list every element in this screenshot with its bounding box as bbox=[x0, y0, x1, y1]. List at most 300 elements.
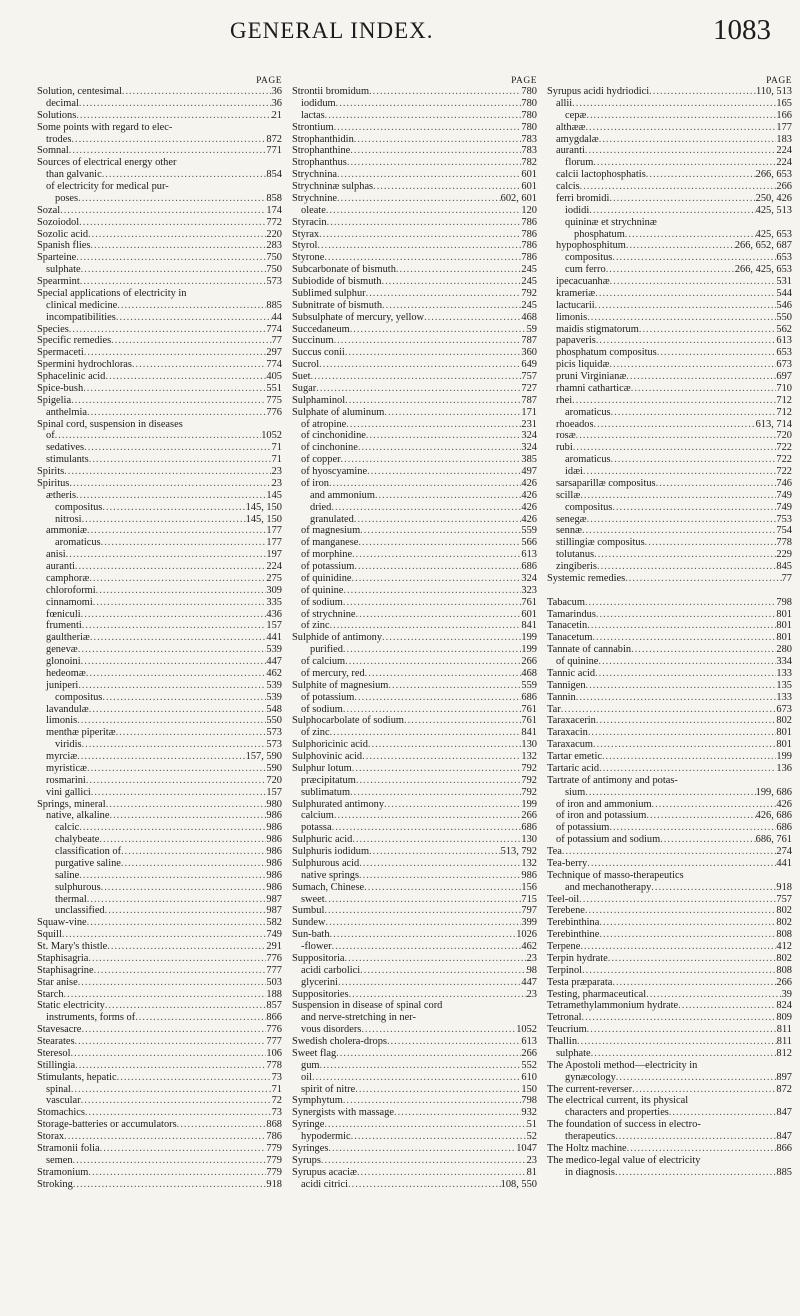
index-entry bbox=[37, 288, 282, 300]
dot-leader bbox=[572, 98, 776, 110]
entry-term: camphoræ bbox=[46, 572, 90, 584]
dot-leader bbox=[396, 264, 522, 276]
entry-page: 250, 426 bbox=[755, 192, 792, 204]
index-entry bbox=[292, 169, 537, 181]
entry-term: compositus bbox=[55, 691, 103, 703]
dot-leader bbox=[625, 573, 781, 585]
entry-page: 786 bbox=[266, 1131, 282, 1142]
entry-term: Sweet flag bbox=[292, 1047, 337, 1059]
dot-leader bbox=[109, 810, 266, 822]
dot-leader bbox=[404, 715, 521, 727]
entry-term: glycerini bbox=[301, 976, 338, 988]
index-entry bbox=[292, 549, 537, 561]
index-entry bbox=[292, 727, 537, 739]
entry-term: Sulphuris iodidum bbox=[292, 846, 370, 857]
entry-page: 59 bbox=[526, 323, 537, 335]
entry-page: 847 bbox=[776, 1107, 792, 1119]
entry-page: 868 bbox=[266, 1119, 282, 1131]
entry-page: 776 bbox=[266, 1024, 282, 1036]
index-entry bbox=[547, 692, 792, 704]
dot-leader bbox=[85, 1107, 272, 1119]
entry-page: 774 bbox=[266, 359, 282, 371]
entry-term: of sodium bbox=[301, 703, 343, 715]
dot-leader bbox=[319, 1060, 521, 1072]
dot-leader bbox=[359, 870, 521, 882]
entry-page: 872 bbox=[266, 133, 282, 145]
entry-term: senegæ bbox=[556, 513, 587, 525]
index-entry bbox=[37, 965, 282, 977]
index-entry bbox=[37, 276, 282, 288]
dot-leader bbox=[587, 1024, 777, 1036]
entry-term: dried bbox=[310, 501, 332, 513]
index-entry bbox=[37, 941, 282, 953]
index-entry bbox=[37, 157, 282, 169]
entry-page: 601 bbox=[521, 608, 537, 620]
entry-page: 98 bbox=[526, 964, 537, 976]
entry-page: 697 bbox=[776, 371, 792, 382]
entry-page: 746 bbox=[776, 477, 792, 489]
dot-leader bbox=[88, 229, 266, 241]
dot-leader bbox=[107, 941, 266, 953]
dot-leader bbox=[121, 858, 267, 870]
dot-leader bbox=[586, 680, 777, 692]
entry-term: of mercury, red bbox=[301, 667, 365, 679]
entry-term: pruni Virginianæ bbox=[556, 371, 627, 382]
index-entry bbox=[292, 383, 537, 395]
dot-leader bbox=[102, 692, 266, 704]
dot-leader bbox=[609, 193, 755, 205]
entry-term: Spearmint bbox=[37, 276, 80, 287]
entry-term: ætheris bbox=[46, 489, 77, 501]
index-entry bbox=[292, 1048, 537, 1060]
dot-leader bbox=[587, 620, 776, 632]
dot-leader bbox=[343, 1095, 522, 1107]
dot-leader bbox=[73, 1179, 267, 1191]
dot-leader bbox=[360, 525, 521, 537]
entry-term: Tannin bbox=[547, 691, 576, 703]
index-entry bbox=[37, 122, 282, 134]
dot-leader bbox=[585, 787, 755, 799]
dot-leader bbox=[366, 288, 522, 300]
index-entry bbox=[292, 478, 537, 490]
entry-page: 780 bbox=[521, 109, 537, 121]
entry-page: 539 bbox=[266, 679, 282, 691]
entry-term: Sulphurous acid bbox=[292, 857, 360, 869]
entry-term: calcii lactophosphatis bbox=[556, 169, 646, 181]
index-entry bbox=[292, 86, 537, 98]
entry-term: Terpene bbox=[547, 941, 581, 952]
entry-term: Special applications of electricity in bbox=[37, 287, 187, 299]
index-entry bbox=[37, 312, 282, 324]
entry-page: 715 bbox=[521, 893, 537, 905]
entry-term: Stearates bbox=[37, 1036, 75, 1047]
dot-leader bbox=[572, 395, 776, 407]
entry-term: Subsulphate of mercury, yellow bbox=[292, 311, 425, 323]
index-entry bbox=[547, 1084, 792, 1096]
dot-leader bbox=[82, 514, 246, 526]
entry-term: maidis stigmatorum bbox=[556, 323, 639, 335]
entry-page: 918 bbox=[776, 881, 792, 893]
entry-term: Terpin hydrate bbox=[547, 952, 608, 964]
index-entry bbox=[37, 454, 282, 466]
entry-page: 792 bbox=[521, 774, 537, 786]
entry-page: 792 bbox=[521, 762, 537, 774]
entry-term: auranti bbox=[556, 145, 585, 157]
entry-term: Steresol bbox=[37, 1047, 71, 1059]
entry-term: Sulphaminol bbox=[292, 394, 346, 406]
entry-page: 786 bbox=[521, 228, 537, 240]
entry-page: 291 bbox=[266, 941, 282, 952]
index-entry bbox=[547, 1155, 792, 1167]
dot-leader bbox=[102, 169, 267, 181]
dot-leader bbox=[78, 644, 267, 656]
entry-term: cepæ bbox=[565, 109, 587, 121]
entry-term: oil bbox=[301, 1071, 312, 1083]
index-entry bbox=[292, 810, 537, 822]
entry-page: 686, 761 bbox=[755, 834, 792, 846]
index-entry bbox=[547, 905, 792, 917]
entry-term: Spirits bbox=[37, 466, 65, 477]
index-entry bbox=[292, 929, 537, 941]
entry-term: gynæcology bbox=[565, 1071, 616, 1083]
index-entry bbox=[547, 561, 792, 573]
entry-term: of electricity for medical pur- bbox=[46, 181, 169, 192]
entry-term: of potassium bbox=[301, 561, 355, 572]
entry-page: 761 bbox=[521, 596, 537, 608]
dot-leader bbox=[89, 573, 266, 585]
index-entry bbox=[37, 1107, 282, 1119]
entry-term: Technique of masso-therapeutics bbox=[547, 869, 684, 881]
index-entry bbox=[37, 620, 282, 632]
entry-term: Tartaric acid bbox=[547, 762, 600, 774]
index-entry bbox=[37, 704, 282, 716]
index-entry bbox=[547, 751, 792, 763]
dot-leader bbox=[60, 205, 266, 217]
entry-term: sulphurous bbox=[55, 881, 101, 893]
dot-leader bbox=[609, 359, 776, 371]
index-entry bbox=[547, 739, 792, 751]
entry-page: 801 bbox=[776, 620, 792, 632]
index-entry bbox=[37, 1072, 282, 1084]
index-entry bbox=[37, 1095, 282, 1107]
index-entry bbox=[547, 1119, 792, 1131]
index-entry bbox=[292, 882, 537, 894]
entry-term: native, alkaline bbox=[46, 810, 110, 822]
entry-page: 986 bbox=[266, 810, 282, 822]
entry-term: classification of bbox=[55, 846, 122, 857]
entry-term: frumenti bbox=[46, 620, 82, 632]
entry-page: 441 bbox=[266, 632, 282, 644]
entry-page: 986 bbox=[266, 881, 282, 893]
entry-page: 183 bbox=[776, 133, 792, 145]
entry-page: 559 bbox=[521, 679, 537, 691]
dot-leader bbox=[79, 217, 266, 229]
entry-page: 787 bbox=[521, 335, 537, 347]
dot-leader bbox=[598, 656, 776, 668]
dot-leader bbox=[354, 514, 522, 526]
entry-page: 986 bbox=[266, 869, 282, 881]
entry-page: 224 bbox=[776, 145, 792, 157]
entry-term: spinal bbox=[46, 1083, 71, 1095]
index-entry bbox=[547, 1072, 792, 1084]
index-entry bbox=[37, 1036, 282, 1048]
dot-leader bbox=[382, 300, 521, 312]
entry-term: of quinine bbox=[301, 584, 344, 596]
entry-term: viridis bbox=[55, 739, 82, 751]
dot-leader bbox=[319, 359, 521, 371]
entry-page: 21 bbox=[271, 109, 282, 121]
index-entry bbox=[292, 715, 537, 727]
dot-leader bbox=[117, 1072, 272, 1084]
entry-page: 780 bbox=[521, 86, 537, 97]
index-entry bbox=[547, 86, 792, 98]
entry-page: 132 bbox=[521, 857, 537, 869]
entry-term: Strontii bromidum bbox=[292, 86, 370, 97]
index-entry bbox=[292, 751, 537, 763]
entry-page: 309 bbox=[266, 584, 282, 596]
index-entry bbox=[547, 1060, 792, 1072]
entry-page: 792 bbox=[521, 287, 537, 299]
dot-leader bbox=[592, 632, 776, 644]
entry-term: oleate bbox=[301, 204, 326, 216]
index-entry bbox=[292, 205, 537, 217]
dot-leader bbox=[627, 1143, 777, 1155]
dot-leader bbox=[349, 989, 527, 1001]
entry-page: 812 bbox=[776, 1047, 792, 1059]
entry-term: of bbox=[46, 430, 55, 442]
index-entry bbox=[37, 407, 282, 419]
index-entry bbox=[292, 620, 537, 632]
entry-term: Stavesacre bbox=[37, 1024, 82, 1036]
entry-term: lactas bbox=[301, 109, 325, 121]
entry-page: 987 bbox=[266, 905, 282, 917]
index-entry bbox=[547, 395, 792, 407]
dot-leader bbox=[586, 110, 776, 122]
dot-leader bbox=[122, 86, 272, 98]
index-entry bbox=[292, 490, 537, 502]
index-entry bbox=[547, 870, 792, 882]
index-entry bbox=[292, 525, 537, 537]
dot-leader bbox=[343, 704, 522, 716]
index-entry bbox=[292, 1179, 537, 1191]
index-entry bbox=[547, 549, 792, 561]
entry-term: of zinc bbox=[301, 620, 330, 632]
entry-term: Suppositoria bbox=[292, 952, 345, 964]
index-entry bbox=[547, 1143, 792, 1155]
dot-leader bbox=[678, 1000, 776, 1012]
dot-leader bbox=[345, 656, 521, 668]
index-entry bbox=[37, 1119, 282, 1131]
index-entry bbox=[37, 359, 282, 371]
entry-term: lactucarii bbox=[556, 299, 595, 311]
index-entry bbox=[37, 1012, 282, 1024]
entry-term: The electrical current, its physical bbox=[547, 1095, 689, 1107]
entry-page: 548 bbox=[266, 703, 282, 715]
dot-leader bbox=[62, 929, 267, 941]
entry-term: Sucrol bbox=[292, 359, 320, 371]
entry-term: myrciæ bbox=[46, 751, 78, 762]
index-entry bbox=[547, 229, 792, 241]
dot-leader bbox=[616, 1072, 777, 1084]
index-entry bbox=[547, 324, 792, 336]
entry-page: 274 bbox=[776, 846, 792, 857]
dot-leader bbox=[87, 525, 266, 537]
index-entry bbox=[292, 454, 537, 466]
dot-leader bbox=[338, 977, 521, 989]
entry-page: 858 bbox=[266, 192, 282, 204]
index-entry bbox=[292, 229, 537, 241]
index-entry bbox=[547, 846, 792, 858]
index-entry bbox=[547, 335, 792, 347]
entry-term: anisi bbox=[46, 549, 66, 561]
dot-leader bbox=[81, 1095, 272, 1107]
entry-term: calcic bbox=[55, 822, 80, 834]
page-header bbox=[0, 14, 800, 54]
index-entry bbox=[292, 704, 537, 716]
index-entry bbox=[292, 1095, 537, 1107]
index-entry bbox=[292, 110, 537, 122]
dot-leader bbox=[369, 86, 521, 98]
entry-term: of iron bbox=[301, 477, 329, 489]
entry-term: and nerve-stretching in ner- bbox=[301, 1012, 416, 1024]
entry-page: 197 bbox=[266, 549, 282, 561]
entry-page: 613 bbox=[776, 335, 792, 347]
dot-leader bbox=[82, 739, 267, 751]
index-entry bbox=[547, 1036, 792, 1048]
entry-term: cum ferro bbox=[565, 264, 606, 276]
entry-page: 544 bbox=[776, 287, 792, 299]
entry-term: vini gallici bbox=[46, 786, 91, 798]
entry-page: 199, 686 bbox=[755, 786, 792, 798]
entry-page: 932 bbox=[521, 1107, 537, 1119]
index-entry bbox=[547, 466, 792, 478]
entry-term: of zinc bbox=[301, 727, 330, 739]
dot-leader bbox=[312, 1072, 521, 1084]
entry-term: rhei bbox=[556, 394, 573, 406]
entry-page: 220 bbox=[266, 228, 282, 240]
dot-leader bbox=[332, 941, 522, 953]
dot-leader bbox=[595, 668, 776, 680]
index-entry bbox=[292, 1119, 537, 1131]
dot-leader bbox=[81, 1024, 266, 1036]
index-entry bbox=[292, 846, 537, 858]
entry-term: and mechanotherapy bbox=[565, 881, 652, 893]
dot-leader bbox=[576, 430, 777, 442]
entry-term: tolutanus bbox=[556, 549, 595, 561]
entry-term: Staphisagria bbox=[37, 952, 89, 964]
entry-page: 23 bbox=[526, 1154, 537, 1166]
index-entry bbox=[547, 799, 792, 811]
entry-term: Symphytum bbox=[292, 1095, 343, 1107]
index-entry bbox=[292, 1072, 537, 1084]
dot-leader bbox=[88, 1167, 266, 1179]
entry-page: 462 bbox=[266, 667, 282, 679]
dot-leader bbox=[135, 1012, 266, 1024]
dot-leader bbox=[116, 727, 267, 739]
dot-leader bbox=[394, 1107, 521, 1119]
dot-leader bbox=[94, 965, 267, 977]
entry-page: 266 bbox=[776, 181, 792, 192]
entry-page: 780 bbox=[521, 97, 537, 109]
entry-page: 81 bbox=[526, 1166, 537, 1178]
entry-term: glonoini bbox=[46, 656, 81, 667]
dot-leader bbox=[88, 953, 266, 965]
entry-page: 573 bbox=[266, 727, 282, 739]
entry-term: Specific remedies bbox=[37, 335, 112, 347]
entry-page: 531 bbox=[776, 276, 792, 287]
dot-leader bbox=[384, 407, 521, 419]
dot-leader bbox=[361, 1024, 516, 1036]
dot-leader bbox=[78, 977, 267, 989]
index-entry bbox=[547, 727, 792, 739]
dot-leader bbox=[83, 383, 266, 395]
entry-page: 566 bbox=[521, 537, 537, 549]
index-entry bbox=[292, 1024, 537, 1036]
index-entry bbox=[37, 1048, 282, 1060]
entry-term: Tar bbox=[547, 703, 561, 715]
index-entry bbox=[547, 514, 792, 526]
entry-page: 145 bbox=[266, 489, 282, 501]
index-column-1 bbox=[37, 76, 282, 1190]
index-entry bbox=[37, 430, 282, 442]
entry-page: 150 bbox=[521, 1083, 537, 1095]
entry-page: 798 bbox=[776, 596, 792, 608]
dot-leader bbox=[76, 110, 271, 122]
index-entry bbox=[547, 929, 792, 941]
dot-leader bbox=[66, 549, 267, 561]
entry-page: 841 bbox=[521, 727, 537, 739]
dot-leader bbox=[90, 240, 266, 252]
entry-term: calcis bbox=[556, 181, 580, 192]
dot-leader bbox=[327, 217, 522, 229]
entry-page: 426 bbox=[521, 513, 537, 525]
dot-leader bbox=[580, 181, 777, 193]
dot-leader bbox=[606, 264, 735, 276]
entry-term: acidi carbolici bbox=[301, 964, 361, 976]
entry-term: Styrol bbox=[292, 240, 318, 252]
dot-leader bbox=[101, 537, 267, 549]
dot-leader bbox=[579, 894, 776, 906]
entry-page: 857 bbox=[266, 1000, 282, 1012]
index-entry bbox=[292, 514, 537, 526]
index-entry bbox=[37, 490, 282, 502]
index-entry bbox=[37, 514, 282, 526]
index-entry bbox=[37, 775, 282, 787]
dot-leader bbox=[326, 205, 522, 217]
entry-term: therapeutics bbox=[565, 1131, 616, 1142]
entry-term: chloroformi bbox=[46, 584, 96, 596]
index-entry bbox=[547, 288, 792, 300]
dot-leader bbox=[602, 751, 776, 763]
index-entry bbox=[547, 1048, 792, 1060]
entry-term: Styrax bbox=[292, 228, 320, 240]
entry-term: sennæ bbox=[556, 525, 582, 537]
index-entry bbox=[37, 834, 282, 846]
dot-leader bbox=[587, 514, 777, 526]
entry-term: aromaticus bbox=[565, 454, 611, 466]
index-entry bbox=[37, 822, 282, 834]
index-entry bbox=[37, 668, 282, 680]
index-entry bbox=[37, 252, 282, 264]
index-entry bbox=[547, 490, 792, 502]
entry-page: 750 bbox=[266, 252, 282, 264]
index-entry bbox=[37, 383, 282, 395]
index-entry bbox=[547, 181, 792, 193]
index-entry bbox=[547, 537, 792, 549]
entry-term: Synergists with massage bbox=[292, 1107, 394, 1119]
entry-term: Spigelia bbox=[37, 394, 72, 406]
dot-leader bbox=[352, 834, 521, 846]
